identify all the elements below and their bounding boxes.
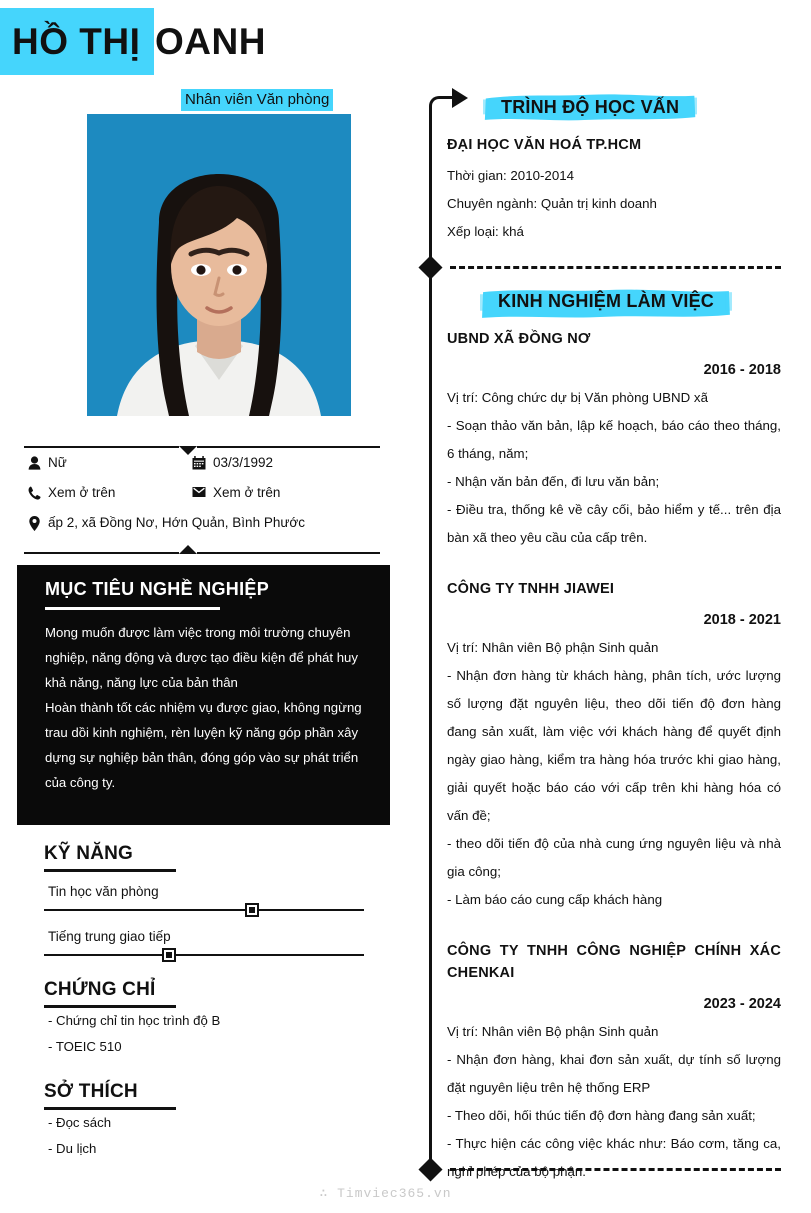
certificates-section (44, 979, 374, 1060)
objective-paragraph-2: Hoàn thành tốt các nhiệm vụ được giao, không ngừng trau dồi kinh nghiệm, rèn luyện kỹ năng góp phần xây dựng sự nghiệp bản thân, đóng góp vào sự phát triển của công ty. (45, 700, 362, 790)
contact-phone[interactable] (24, 485, 189, 501)
skill-handle[interactable] (162, 948, 176, 962)
job-position: Vị trí: Nhân viên Bộ phận Sinh quản (447, 640, 659, 655)
objective-underline (45, 607, 220, 610)
portrait-illustration (87, 114, 351, 416)
name-first-part: HỒ THỊ (12, 21, 141, 62)
certificates-title: CHỨNG CHỈ (44, 979, 156, 1000)
education-school: ĐẠI HỌC VĂN HOÁ TP.HCM (447, 137, 642, 153)
job-duty: - Theo dõi, hối thúc tiến độ đơn hàng đang sản xuất; (447, 1108, 756, 1123)
header (0, 8, 811, 78)
timeline-dashed-divider (450, 266, 781, 269)
objective-title: MỤC TIÊU NGHỀ NGHIỆP (45, 579, 270, 599)
contact-row (24, 455, 384, 471)
skill-item (44, 884, 374, 917)
envelope-icon (189, 485, 209, 498)
phone-value: Xem ở trên (48, 485, 116, 500)
contact-gender (24, 455, 189, 471)
skill-slider[interactable] (44, 948, 374, 962)
contact-email[interactable] (189, 485, 354, 501)
job-date: 2018 - 2021 (703, 612, 781, 628)
job-position: Vị trí: Công chức dự bị Văn phòng UBND xã (447, 390, 708, 405)
divider-triangle-up (179, 545, 197, 554)
contact-block (24, 455, 384, 545)
portrait-photo (87, 114, 351, 416)
job-duty: - Thực hiện các công việc khác như: Báo cơm, tăng ca, nghỉ phép của bộ phận. (447, 1136, 781, 1179)
job-duty: - Nhận đơn hàng từ khách hàng, phân tích, ước lượng số lượng đặt nguyên liệu, theo dõi tiến độ đơn hàng đang sản xuất, làm việc với khách hàng để quyết định ngày giao hàng, kiểm tra hàng hóa trước khi giao hàng, giải quyết hoặc báo cáo với cấp trên khi hàng hóa có vấn đề; (447, 668, 781, 823)
job-position: Vị trí: Nhân viên Bộ phận Sinh quản (447, 1024, 659, 1039)
calendar-icon (189, 455, 209, 470)
education-line: Chuyên ngành: Quản trị kinh doanh (447, 196, 657, 211)
skills-title: KỸ NĂNG (44, 843, 134, 864)
job-duty: - Nhận văn bản đến, đi lưu văn bản; (447, 474, 660, 489)
list-item: - Du lịch (48, 1141, 97, 1156)
experience-item (447, 328, 781, 552)
address-value: ấp 2, xã Đồng Nơ, Hớn Quản, Bình Phước (48, 515, 305, 530)
contact-divider-top-left (24, 446, 179, 448)
education-line: Xếp loại: khá (447, 224, 524, 239)
job-date: 2023 - 2024 (703, 996, 781, 1012)
skill-label: Tin học văn phòng (48, 884, 159, 899)
person-icon (24, 455, 44, 470)
contact-row (24, 485, 384, 501)
job-date: 2016 - 2018 (703, 362, 781, 378)
job-duty: - Nhận đơn hàng, khai đơn sản xuất, dự tính số lượng đặt nguyên liệu trên hệ thống ERP (447, 1052, 781, 1095)
birthday-value: 03/3/1992 (213, 455, 274, 470)
experience-title: KINH NGHIỆM LÀM VIỆC (498, 291, 715, 311)
email-value: Xem ở trên (213, 485, 281, 500)
gender-value: Nữ (48, 455, 67, 470)
list-item: - Đọc sách (48, 1115, 112, 1130)
timeline-diamond-icon (418, 255, 442, 279)
skill-slider[interactable] (44, 903, 374, 917)
job-duty: - Điều tra, thống kê về cây cối, bảo hiểm y tế... trên địa bàn xã theo yêu cầu của cấp trên. (447, 502, 781, 545)
hobbies-title: SỞ THÍCH (44, 1081, 138, 1102)
experience-title-badge (480, 286, 732, 318)
skills-underline (44, 869, 176, 872)
career-objective-section (17, 565, 390, 825)
objective-paragraph-1: Mong muốn được làm việc trong môi trường chuyên nghiệp, năng động và được tạo điều kiện để phát huy khả năng, năng lực của bản thân (45, 625, 358, 690)
contact-row (24, 515, 384, 531)
skill-handle[interactable] (245, 903, 259, 917)
education-title-badge (483, 92, 697, 124)
education-section (447, 92, 781, 246)
skill-label: Tiếng trung giao tiếp (48, 929, 171, 944)
skill-item (44, 929, 374, 962)
job-title-subtitle: Nhân viên Văn phòng (181, 89, 333, 111)
skills-section (44, 843, 374, 962)
contact-birthday (189, 455, 354, 471)
experience-section (447, 286, 781, 1186)
job-duty: - Soạn thảo văn bản, lập kế hoạch, báo cáo theo tháng, 6 tháng, năm; (447, 418, 781, 461)
job-duty: - theo dõi tiến độ của nhà cung ứng nguyên liệu và nhà gia công; (447, 836, 781, 879)
job-company: CÔNG TY TNHH CÔNG NGHIỆP CHÍNH XÁC CHENKAI (447, 943, 781, 981)
job-company: CÔNG TY TNHH JIAWEI (447, 581, 615, 597)
experience-item (447, 578, 781, 914)
hobbies-section (44, 1081, 374, 1162)
contact-divider-bottom-right (197, 552, 380, 554)
timeline-diamond-icon (418, 1157, 442, 1181)
footer-watermark: ∴ Timviec365.vn (319, 1186, 452, 1201)
job-duty: - Làm báo cáo cung cấp khách hàng (447, 892, 663, 907)
job-company: UBND XÃ ĐỒNG NƠ (447, 331, 591, 347)
skill-track (44, 909, 364, 911)
phone-icon (24, 485, 44, 500)
skill-track (44, 954, 364, 956)
location-pin-icon (24, 515, 44, 531)
education-title: TRÌNH ĐỘ HỌC VẤN (501, 97, 680, 117)
education-line: Thời gian: 2010-2014 (447, 168, 575, 183)
experience-item (447, 940, 781, 1186)
name-highlight-block (0, 8, 154, 75)
divider-triangle-down (179, 446, 197, 455)
name-last-part: OANH (155, 20, 266, 62)
list-item: - Chứng chỉ tin học trình độ B (48, 1013, 221, 1028)
contact-address (24, 515, 374, 531)
contact-divider-bottom-left (24, 552, 179, 554)
list-item: - TOEIC 510 (48, 1039, 122, 1054)
contact-divider-top-right (197, 446, 380, 448)
